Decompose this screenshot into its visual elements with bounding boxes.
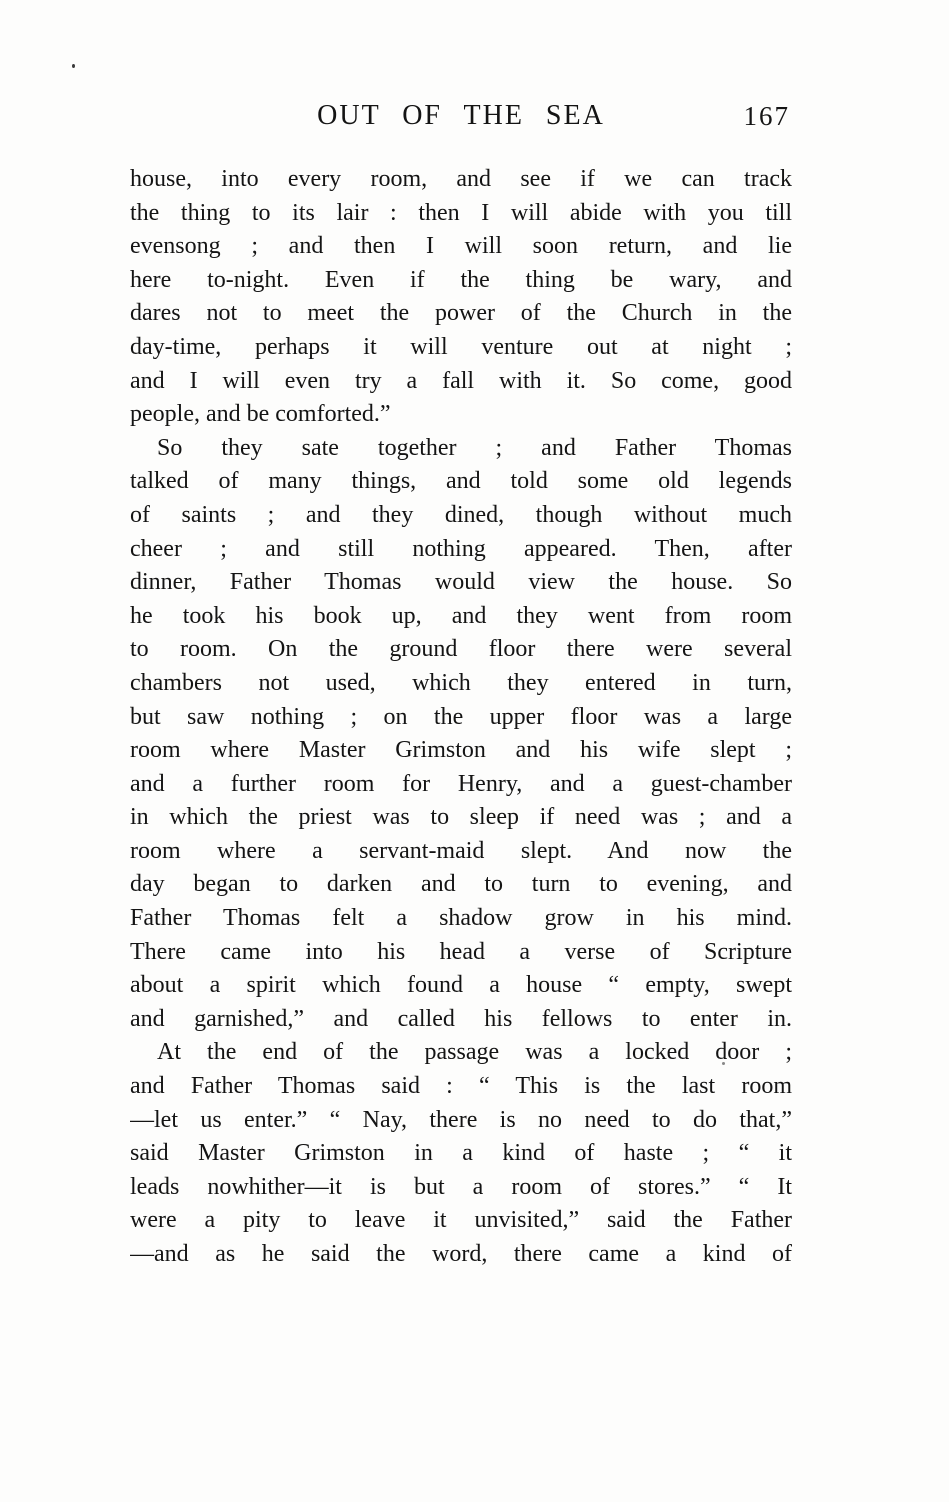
- text-line: day began to darken and to turn to evening, and: [130, 871, 792, 898]
- ink-speck: [72, 64, 75, 68]
- text-line: There came into his head a verse of Scripture: [130, 938, 792, 965]
- text-line: and garnished,” and called his fellows to enter in.: [130, 1005, 792, 1032]
- text-line: here to-night. Even if the thing be wary, and: [130, 266, 792, 293]
- text-line: room where Master Grimston and his wife slept ;: [130, 737, 792, 764]
- text-line: people, and be comforted.”: [130, 401, 391, 428]
- text-line: and I will even try a fall with it. So come, good: [130, 367, 792, 394]
- text-line: said Master Grimston in a kind of haste ; “ it: [130, 1140, 792, 1167]
- text-line: cheer ; and still nothing appeared. Then, after: [130, 535, 792, 562]
- text-line: in which the priest was to sleep if need was ; and a: [130, 804, 792, 831]
- text-line: of saints ; and they dined, though without much: [130, 501, 792, 528]
- text-line: evensong ; and then I will soon return, and lie: [130, 233, 792, 260]
- text-line: chambers not used, which they entered in turn,: [130, 669, 792, 696]
- text-line: talked of many things, and told some old legends: [130, 468, 792, 495]
- text-line: At the end of the passage was a locked door ;: [157, 1039, 792, 1066]
- text-line: he took his book up, and they went from room: [130, 602, 792, 629]
- text-line: So they sate together ; and Father Thomas: [157, 434, 792, 461]
- text-line: —let us enter.” “ Nay, there is no need to do that,”: [130, 1106, 792, 1133]
- text-line: and Father Thomas said : “ This is the last room: [130, 1073, 792, 1100]
- page-header-title: OUT OF THE SEA: [317, 100, 605, 131]
- text-line: dares not to meet the power of the Church in the: [130, 300, 792, 327]
- text-line: day-time, perhaps it will venture out at night ;: [130, 333, 792, 360]
- running-header: [130, 100, 792, 142]
- text-line: and a further room for Henry, and a guest-chamber: [130, 770, 792, 797]
- text-line: were a pity to leave it unvisited,” said the Father: [130, 1207, 792, 1234]
- text-line: the thing to its lair : then I will abide with you till: [130, 199, 792, 226]
- text-line: dinner, Father Thomas would view the house. So: [130, 569, 792, 596]
- text-line: house, into every room, and see if we can track: [130, 166, 792, 192]
- text-line: about a spirit which found a house “ empty, swept: [130, 972, 792, 999]
- text-line: but saw nothing ; on the upper floor was a large: [130, 703, 792, 730]
- page-number: 167: [743, 101, 790, 131]
- text-line: room where a servant-maid slept. And now the: [130, 837, 792, 864]
- text-line: leads nowhither—it is but a room of stores.” “ It: [130, 1173, 792, 1200]
- text-line: Father Thomas felt a shadow grow in his mind.: [130, 905, 792, 932]
- text-line: —and as he said the word, there came a kind of: [130, 1241, 792, 1267]
- text-line: to room. On the ground floor there were several: [130, 636, 792, 663]
- body-text: [130, 163, 792, 1272]
